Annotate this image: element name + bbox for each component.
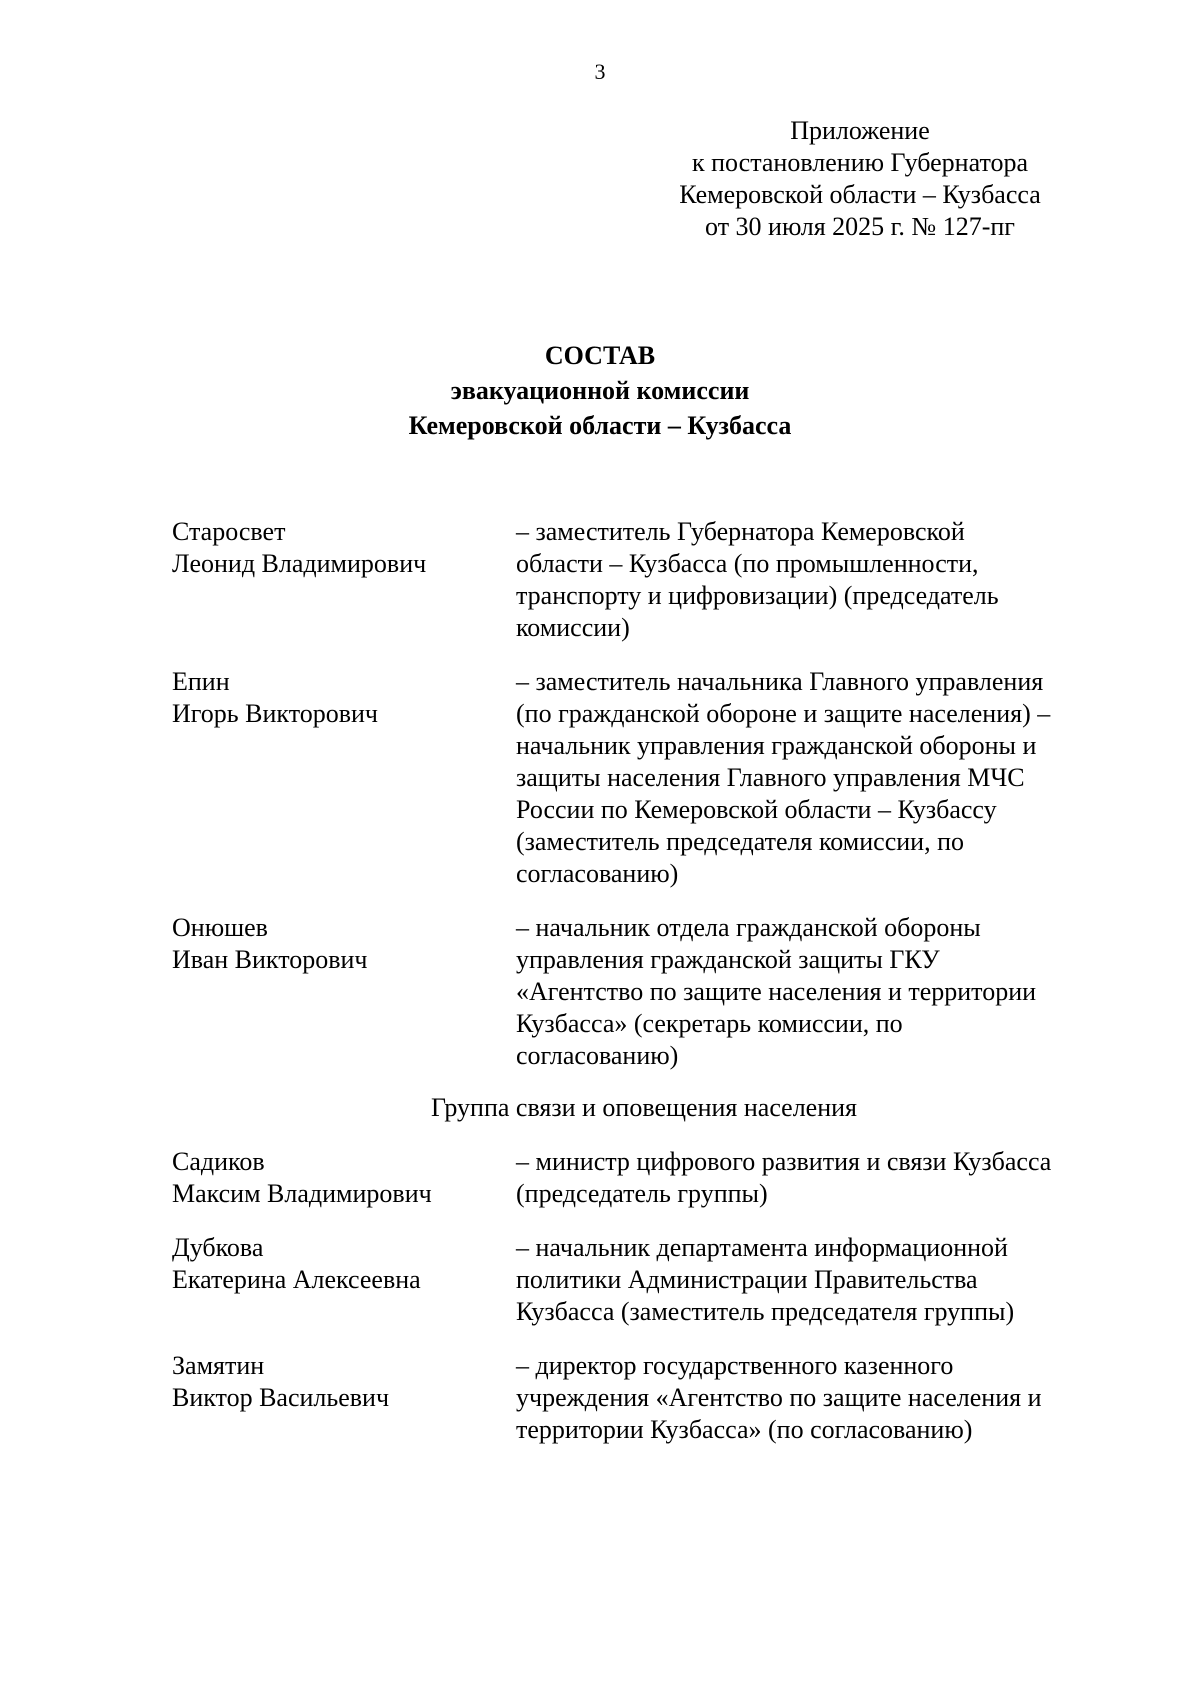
member-name [172,516,516,644]
role-line: управления гражданской защиты ГКУ [516,945,940,974]
role-line: Кузбасса (заместитель председателя группы) [516,1297,1015,1326]
member-surname: Садиков [172,1147,265,1176]
member-name [172,666,516,890]
annex-line: Кемеровской области – Кузбасса [679,180,1041,209]
role-line: «Агентство по защите населения и территории [516,977,1037,1006]
role-line: согласованию) [516,1041,679,1070]
title-line: Кемеровской области – Кузбасса [408,411,792,440]
role-line: Кузбасса» (секретарь комиссии, по [516,1009,903,1038]
role-line: – заместитель начальника Главного управления [516,667,1044,696]
member-surname: Замятин [172,1351,265,1380]
annex-line: Приложение [790,116,930,145]
member-role [516,1146,1122,1210]
role-line: защиты населения Главного управления МЧС [516,763,1025,792]
group-member-entry [172,1232,1122,1328]
member-surname: Дубкова [172,1233,264,1262]
group-member-entry [172,1146,1122,1210]
member-surname: Старосвет [172,517,286,546]
role-line: (заместитель председателя комиссии, по [516,827,964,856]
annex-block [620,115,1100,243]
role-line: – начальник департамента информационной [516,1233,1008,1262]
role-line: – директор государственного казенного [516,1351,954,1380]
role-line: – министр цифрового развития и связи Кузбасса [516,1147,1052,1176]
member-given-name: Иван Викторович [172,945,368,974]
member-list [172,516,1122,1446]
member-entry [172,912,1122,1072]
member-role [516,516,1122,644]
member-name [172,1350,516,1446]
role-line: области – Кузбасса (по промышленности, [516,549,979,578]
member-given-name: Виктор Васильевич [172,1383,390,1412]
role-line: России по Кемеровской области – Кузбассу [516,795,997,824]
page-number: 3 [594,59,606,84]
title-line: эвакуационной комиссии [450,376,750,405]
role-line: политики Администрации Правительства [516,1265,978,1294]
member-name [172,1146,516,1210]
member-role [516,1232,1122,1328]
member-entry [172,666,1122,890]
role-line: территории Кузбасса» (по согласованию) [516,1415,973,1444]
member-surname: Епин [172,667,230,696]
role-line: комиссии) [516,613,630,642]
role-line: – начальник отдела гражданской обороны [516,913,981,942]
role-line: (по гражданской обороне и защите населения) – [516,699,1051,728]
member-given-name: Леонид Владимирович [172,549,427,578]
group-heading: Группа связи и оповещения населения [430,1093,858,1122]
role-line: учреждения «Агентство по защите населения и [516,1383,1042,1412]
annex-line: от 30 июля 2025 г. № 127-пг [705,212,1015,241]
member-given-name: Игорь Викторович [172,699,378,728]
member-role [516,912,1122,1072]
role-line: начальник управления гражданской обороны и [516,731,1037,760]
group-member-entry [172,1350,1122,1446]
member-role [516,666,1122,890]
member-name [172,912,516,1072]
role-line: (председатель группы) [516,1179,768,1208]
role-line: транспорту и цифровизации) (председатель [516,581,999,610]
annex-line: к постановлению Губернатора [691,148,1029,177]
title-line: СОСТАВ [544,341,656,370]
document-title [0,338,1200,443]
member-given-name: Максим Владимирович [172,1179,432,1208]
member-name [172,1232,516,1328]
member-role [516,1350,1122,1446]
member-given-name: Екатерина Алексеевна [172,1265,421,1294]
role-line: – заместитель Губернатора Кемеровской [516,517,965,546]
role-line: согласованию) [516,859,679,888]
member-surname: Онюшев [172,913,268,942]
member-entry [172,516,1122,644]
